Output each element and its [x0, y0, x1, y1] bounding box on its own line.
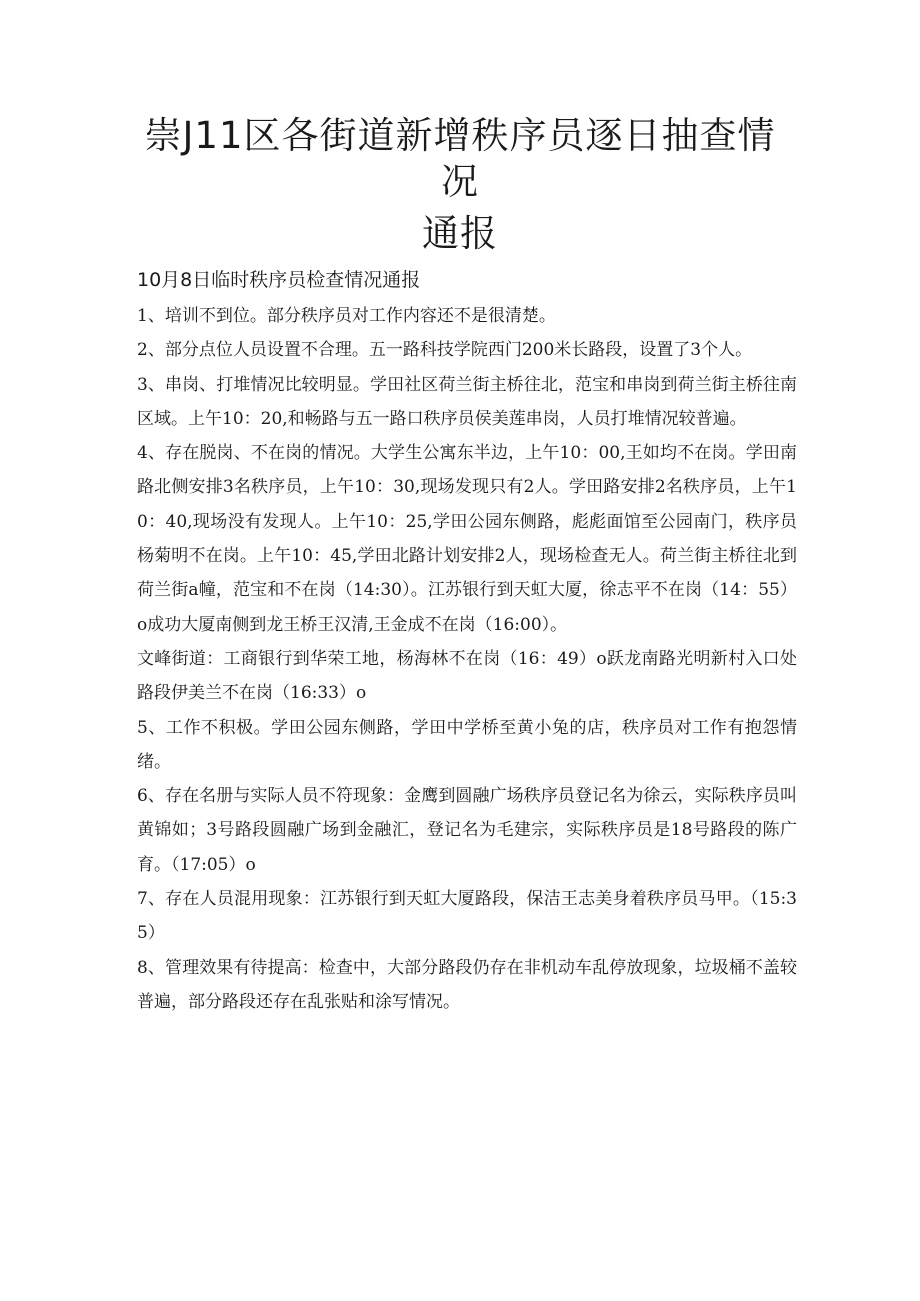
paragraph-4: 4、存在脱岗、不在岗的情况。大学生公寓东半边，上午10：00,王如均不在岗。学田南路北侧安排3名秩序员，上午10：30,现场发现只有2人。学田路安排2名秩序员，上午10：40,现场没有发现人。上午10：25,学田公园东侧路，彪彪面馆至公园南门，秩序员杨菊明不在岗。上午10：45,学田北路计划安排2人，现场检查无人。荷兰街主桥往北到荷兰街a幢，范宝和不在岗（14:30）。江苏银行到天虹大厦，徐志平不在岗（14：55）o成功大厦南侧到龙王桥王汉清,王金成不在岗（16:00）。 — [137, 443, 797, 635]
paragraph-1: 1、培训不到位。部分秩序员对工作内容还不是很清楚。 — [137, 306, 556, 326]
paragraph-8: 8、管理效果有待提高：检查中，大部分路段仍存在非机动车乱停放现象，垃圾桶不盖较普遍，部分路段还存在乱张贴和涂写情况。 — [137, 957, 797, 1012]
paragraph-3: 3、串岗、打堆情况比较明显。学田社区荷兰街主桥往北，范宝和串岗到荷兰街主桥往南区域。上午10：20,和畅路与五一路口秩序员侯美莲串岗，人员打堆情况较普遍。 — [137, 374, 797, 429]
paragraph-7: 7、存在人员混用现象：江苏银行到天虹大厦路段，保洁王志美身着秩序员马甲。（15:35） — [137, 889, 797, 944]
paragraph-6: 6、存在名册与实际人员不符现象：金鹰到圆融广场秩序员登记名为徐云，实际秩序员叫黄锦如；3号路段圆融广场到金融汇，登记名为毛建宗，实际秩序员是18号路段的陈广育。（17:05）o — [137, 786, 797, 875]
report-subtitle: 10月8日临时秩序员检查情况通报 — [137, 269, 421, 291]
document-title-line-1: 崇J11区各街道新增秩序员逐日抽查情 — [144, 114, 776, 157]
paragraph-wenfeng: 文峰街道：工商银行到华荣工地，杨海林不在岗（16：49）o跃龙南路光明新村入口处路段伊美兰不在岗（16:33）o — [137, 648, 797, 704]
document-body — [137, 261, 797, 1019]
paragraph-2: 2、部分点位人员设置不合理。五一路科技学院西门200米长路段，设置了3个人。 — [137, 340, 753, 361]
paragraph-5: 5、工作不积极。学田公园东侧路，学田中学桥至黄小兔的店，秩序员对工作有抱怨情绪。 — [137, 717, 797, 772]
document-title-line-2: 况 — [441, 160, 479, 203]
document-title-line-3: 通报 — [422, 212, 498, 255]
